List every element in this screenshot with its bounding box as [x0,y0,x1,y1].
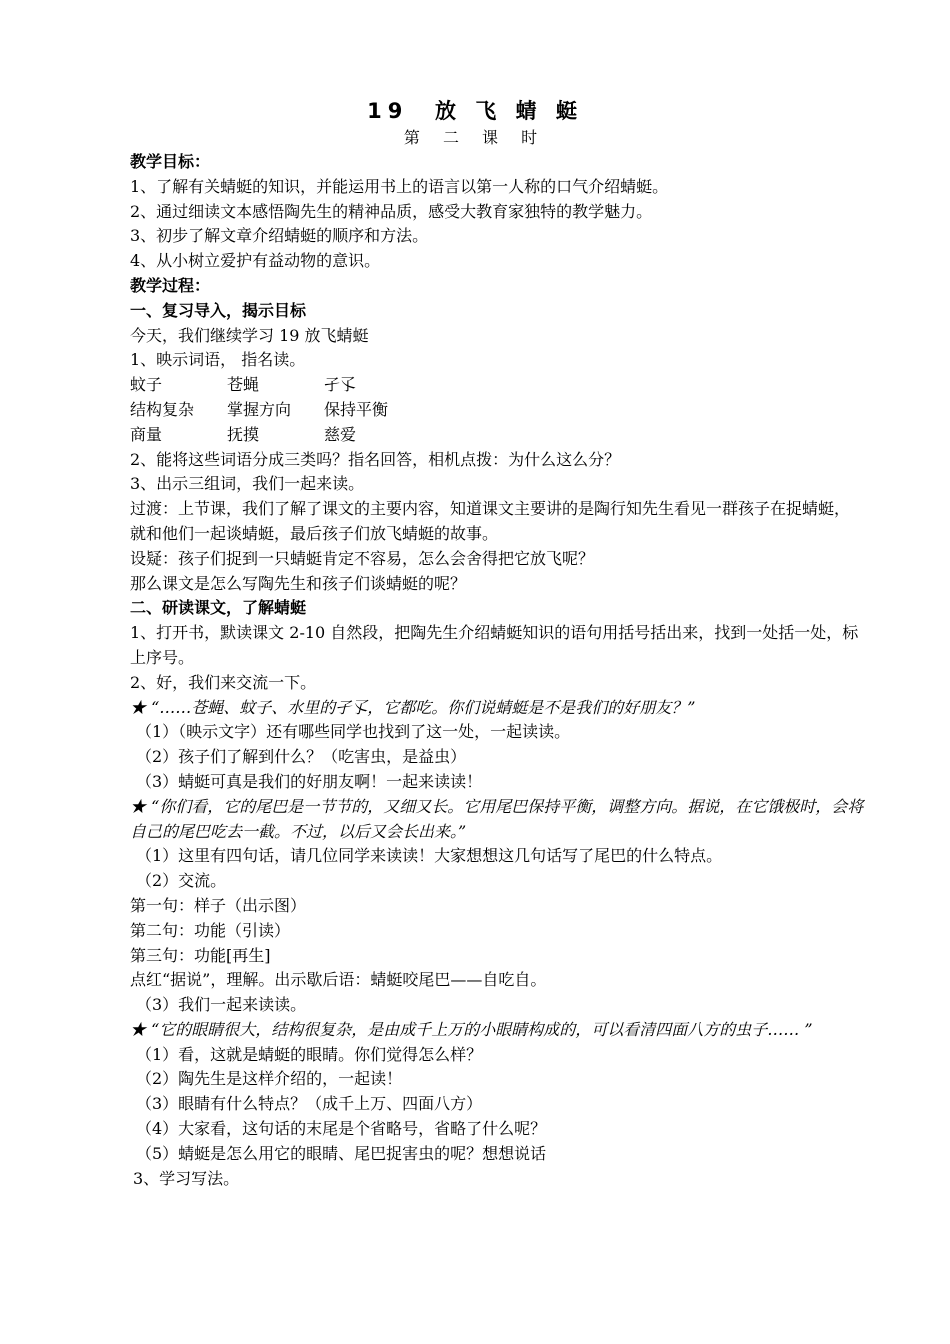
word: 孑孓 [324,375,357,395]
section1-transition: 过渡：上节课，我们了解了课文的主要内容，知道课文主要讲的是陶行知先生看见一群孩子在捉蜻蜓，就和他们一起谈蜻蜓，最后孩子们放飞蜻蜓的故事。 [130,499,851,543]
word: 蚊子 [130,375,163,395]
quote-block: ★ “……苍蝇、蚊子、水里的孑孓，它都吃。你们说蜻蜓是不是我们的好朋友？” [130,697,696,717]
quote-block: ★ “它的眼睛很大，结构很复杂，是由成千上万的小眼睛构成的，可以看清四面八方的虫子…… ” [130,1019,813,1039]
process-heading: 教学过程： [130,275,211,295]
list-item: （3）我们一起来读读。 [136,995,307,1015]
section1-step1: 1、映示词语， 指名读。 [130,350,306,370]
document-body [130,150,865,1191]
list-item: 第一句：样子（出示图） [130,895,307,915]
section2-heading: 二、研读课文，了解蜻蜓 [130,598,307,618]
section2-step2: 2、好，我们来交流一下。 [130,672,317,692]
list-item: 点红“据说”，理解。出示歇后语：蜻蜓咬尾巴——自吃自。 [130,970,547,990]
list-item: （3）眼睛有什么特点？（成千上万、四面八方） [136,1094,483,1114]
word-row [130,398,865,423]
lesson-title: 19 放 飞 蜻 蜓 [367,99,583,123]
goals-heading: 教学目标： [130,152,211,171]
list-item: （1）看，这就是蜻蜓的眼睛。你们觉得怎么样？ [136,1044,483,1064]
word: 慈爱 [324,424,357,444]
list-item: （5）蜻蜓是怎么用它的眼睛、尾巴捉害虫的呢？想想说话 [136,1143,547,1163]
goal-item: 1、了解有关蜻蜓的知识，并能运用书上的语言以第一人称的口气介绍蜻蜓。 [130,176,669,196]
section1-intro: 今天，我们继续学习 19 放飞蜻蜓 [130,325,369,345]
section2-step3: 3、学习写法。 [133,1168,240,1188]
lesson-subtitle: 第 二 课 时 [403,128,547,147]
list-item: （2）交流。 [136,871,227,891]
word: 抚摸 [227,424,260,444]
word: 保持平衡 [324,399,389,419]
word: 掌握方向 [227,399,292,419]
section1-step3: 3、出示三组词，我们一起来读。 [130,474,365,494]
list-item: （2）孩子们了解到什么？（吃害虫，是益虫） [136,747,467,767]
list-item: （4）大家看，这句话的末尾是个省略号，省略了什么呢？ [136,1119,547,1139]
goal-item: 4、从小树立爱护有益动物的意识。 [130,251,381,271]
word: 商量 [130,424,163,444]
word-row [130,373,865,398]
list-item: （3）蜻蜓可真是我们的好朋友啊！一起来读读！ [136,771,483,791]
goal-item: 3、初步了解文章介绍蜻蜓的顺序和方法。 [130,226,429,246]
section1-step2: 2、能将这些词语分成三类吗？指名回答，相机点拨：为什么这么分？ [130,449,621,469]
list-item: （1）这里有四句话，请几位同学来读读！大家想想这几句话写了尾巴的什么特点。 [136,846,723,866]
quote-block: ★ “你们看，它的尾巴是一节节的，又细又长。它用尾巴保持平衡，调整方向。据说，在它饿极时，会将自己的尾巴吃去一截。不过，以后又会长出来。” [130,796,864,841]
word: 结构复杂 [130,399,195,419]
section2-step1: 1、打开书，默读课文 2-10 自然段，把陶先生介绍蜻蜓知识的语句用括号括出来，找到一处括一处，标上序号。 [130,623,859,667]
list-item: 第二句：功能（引读） [130,920,291,940]
word: 苍蝇 [227,375,260,395]
section1-heading: 一、复习导入，揭示目标 [130,300,307,320]
word-row [130,423,865,448]
section1-question: 设疑：孩子们捉到一只蜻蜓肯定不容易，怎么会舍得把它放飞呢？ [130,548,595,568]
list-item: （1）（映示文字）还有哪些同学也找到了这一处，一起读读。 [136,722,571,742]
list-item: （2）陶先生是这样介绍的，一起读！ [136,1069,403,1089]
goal-item: 2、通过细读文本感悟陶先生的精神品质，感受大教育家独特的教学魅力。 [130,201,653,221]
list-item: 第三句：功能[再生] [130,945,271,965]
section1-question2: 那么课文是怎么写陶先生和孩子们谈蜻蜓的呢？ [130,573,467,593]
